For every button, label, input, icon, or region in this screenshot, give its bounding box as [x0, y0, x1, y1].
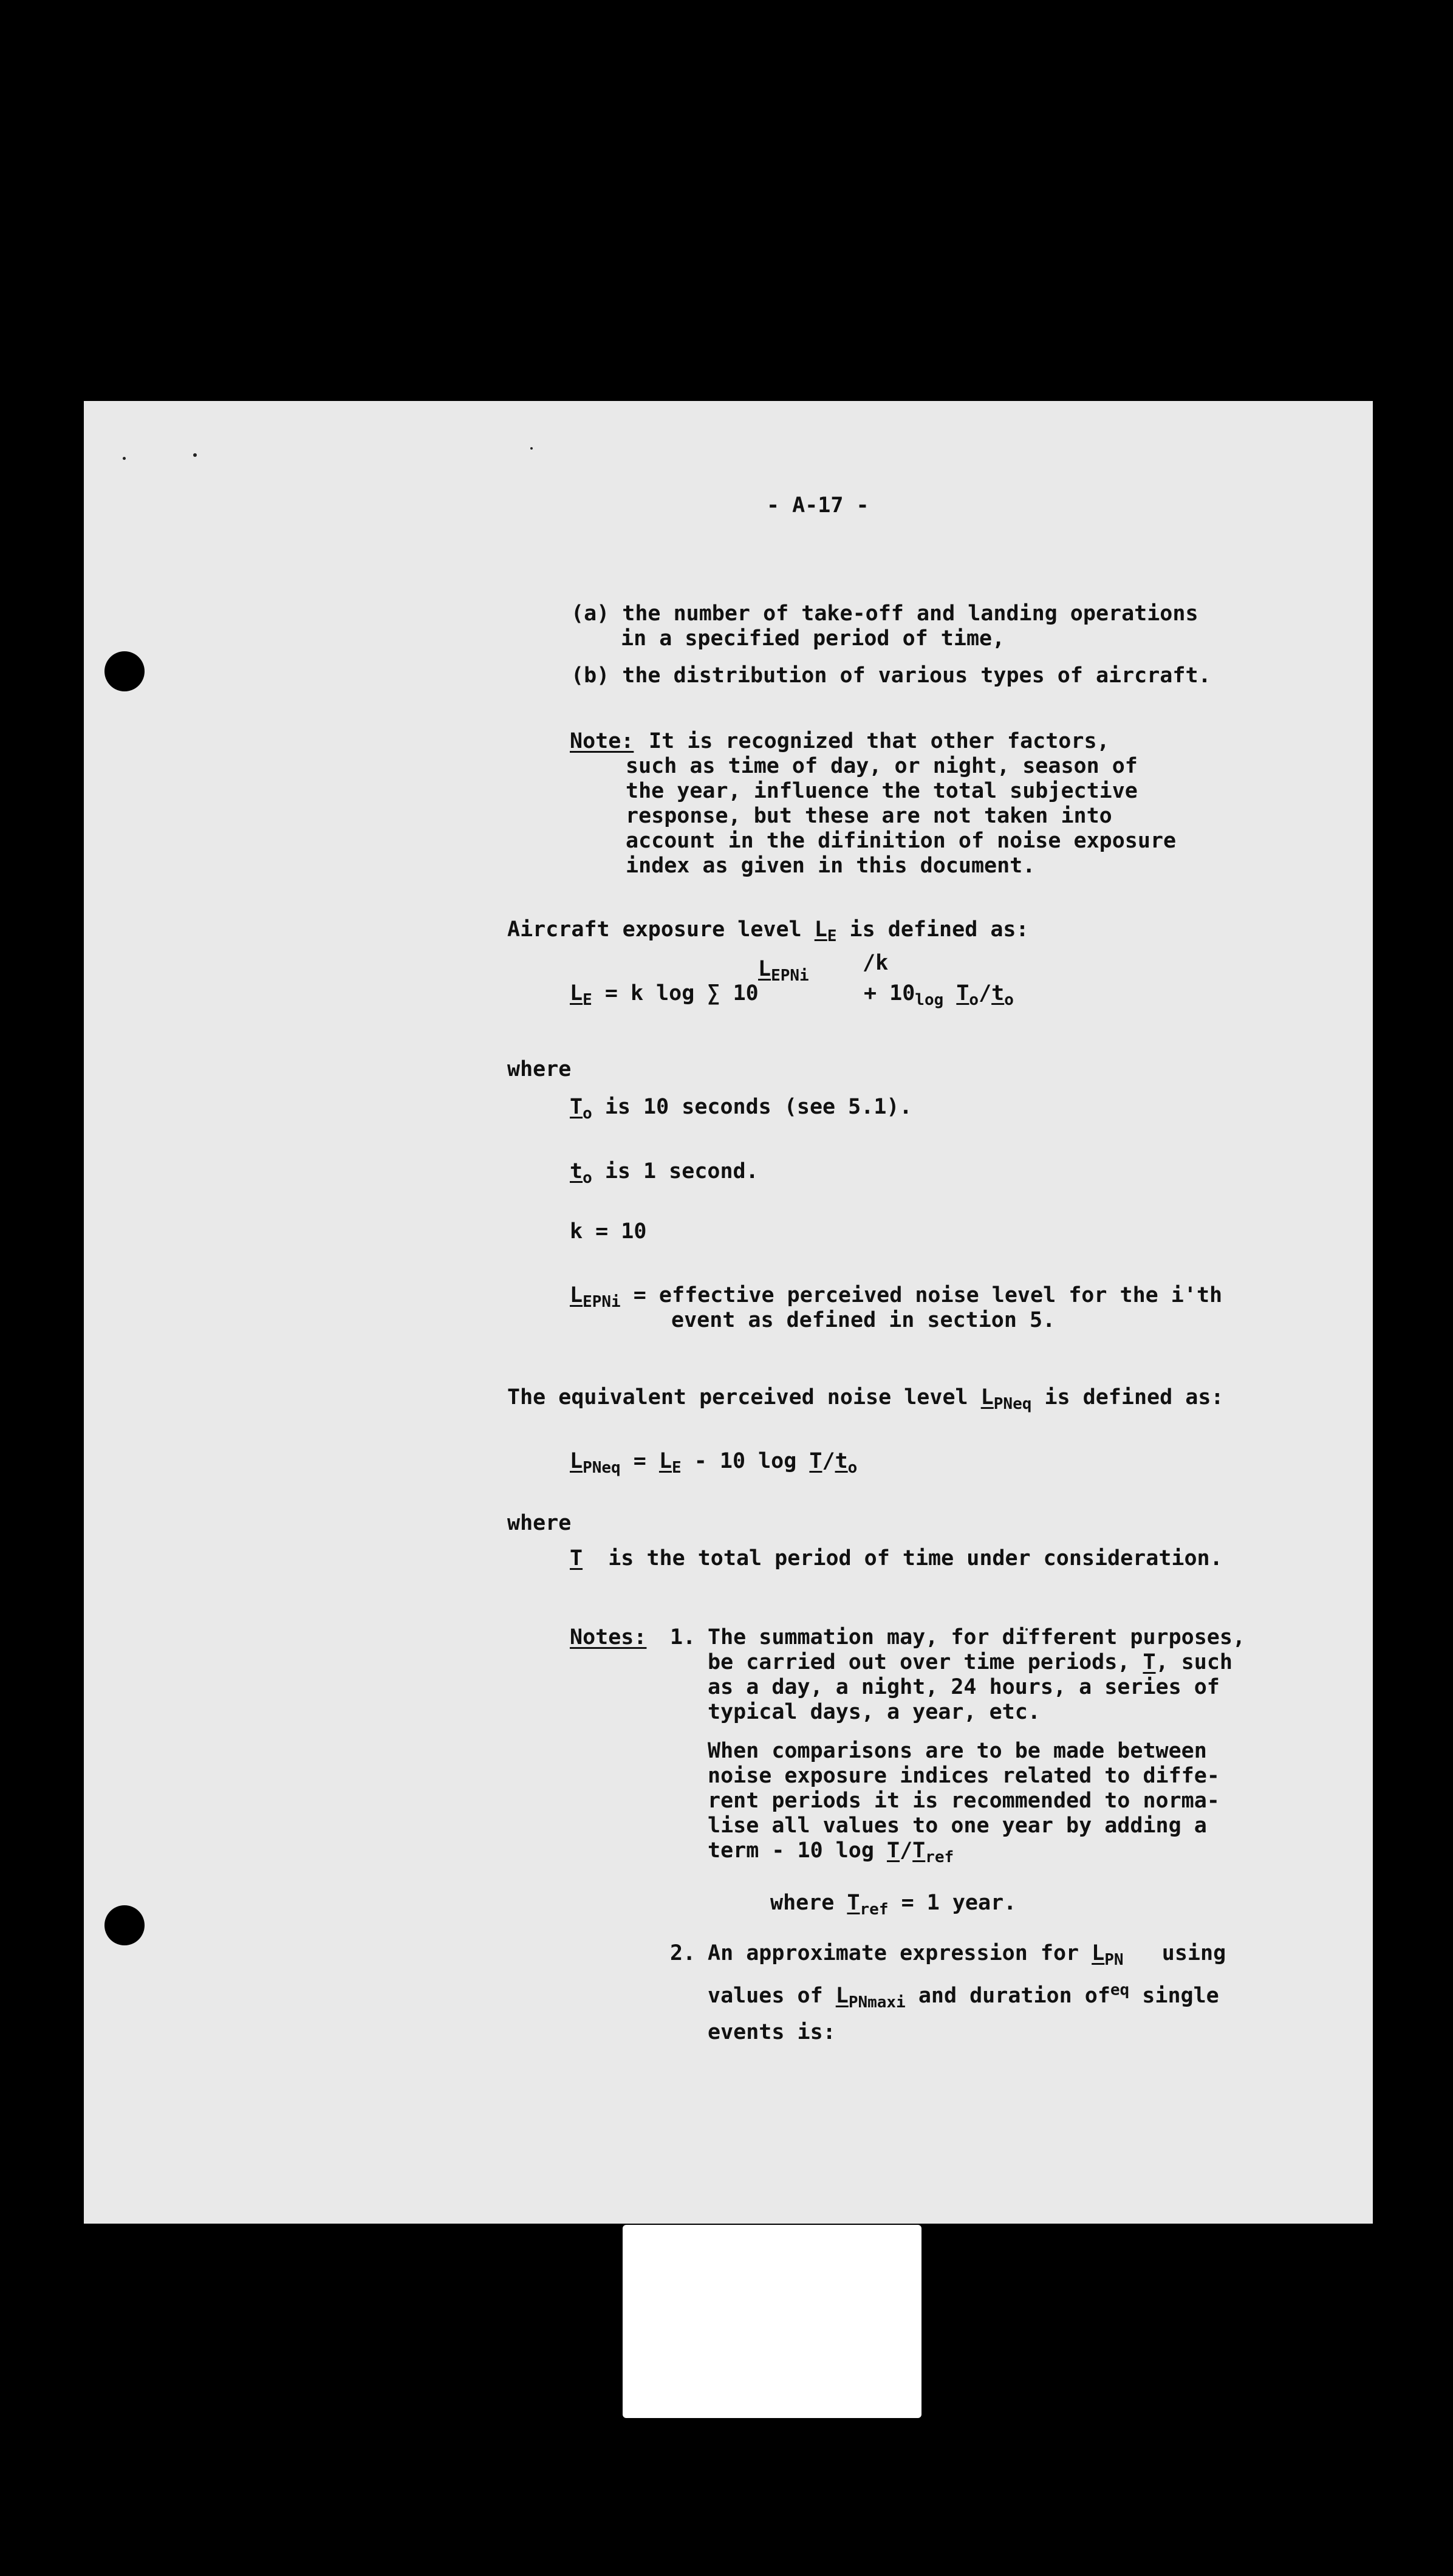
notes-label: Notes:	[570, 1625, 647, 1649]
where-label: where	[507, 1511, 572, 1535]
note-1-where: where $T_{ref} = 1$ year.	[770, 1891, 1017, 1919]
exponent-k: /k	[863, 951, 889, 975]
note-1-term: term - 10 $\log T/T_{ref}$	[708, 1838, 954, 1866]
note-1-number: 1.	[670, 1625, 696, 1649]
note-2-line2: values of $L_{PNmaxi}$ and duration $of^{eq}$ single	[708, 1981, 1219, 2012]
note-1-para2-line: rent periods it is recommended to norma-	[708, 1789, 1220, 1813]
speck	[530, 447, 533, 450]
def-t0: $t_o$ is 1 second.	[570, 1159, 759, 1187]
item-b: (b) the distribution of various types of aircraft.	[571, 663, 1211, 688]
equivalent-heading: The equivalent perceived noise level $L_{PNeq}$ is defined as:	[507, 1385, 1224, 1413]
item-a-line1: (a) the number of take-off and landing operations	[571, 601, 1198, 626]
speck	[123, 457, 126, 460]
def-T: T is the total period of time under consideration.	[570, 1546, 1223, 1571]
item-a-line2: in a specified period of time,	[621, 626, 1005, 651]
note-1-para2-line: noise exposure indices related to diffe-	[708, 1764, 1220, 1788]
formula-log-term: + $10_{log}$ $T_o/t_o$	[864, 981, 1014, 1009]
note-line: It is recognized that other factors,	[649, 729, 1110, 753]
note-line: such as time of day, or night, season of	[626, 754, 1138, 778]
where-label: where	[507, 1057, 572, 1081]
note-2-number: 2.	[670, 1941, 696, 1965]
formula-aircraft-exposure: $L_E = k$ log ∑ 10	[570, 981, 759, 1009]
note-line: index as given in this document.	[626, 854, 1036, 878]
def-T0: $T_o$ is 10 seconds (see 5.1).	[570, 1095, 912, 1123]
note-1-line: be carried out over time periods, T, such	[708, 1650, 1232, 1674]
note-1-line: The summation may, for different purposes,	[708, 1625, 1246, 1649]
note-1-line: typical days, a year, etc.	[708, 1700, 1041, 1724]
def-LEPN: $L_{EPNi}$ = effective perceived noise level for the i'th	[570, 1283, 1223, 1311]
def-k: k = 10	[570, 1219, 647, 1244]
note-1-para2-line: lise all values to one year by adding a	[708, 1814, 1207, 1838]
note-2-line1: An approximate expression for $L_{PN}$ using	[708, 1941, 1226, 1969]
exponent-term: $L_{EPNi}$	[758, 957, 809, 985]
note-line: the year, influence the total subjective	[626, 779, 1138, 803]
note-label: Note:	[570, 729, 634, 753]
note-2-line3: events is:	[708, 2020, 836, 2044]
note-line: response, but these are not taken into	[626, 804, 1112, 828]
def-LEPN-line2: event as defined in section 5.	[671, 1308, 1056, 1332]
note-1-line: as a day, a night, 24 hours, a series of	[708, 1675, 1220, 1699]
punch-hole	[104, 651, 145, 691]
note-line: account in the difinition of noise exposure	[626, 829, 1177, 853]
formula-equivalent: $L_{PNeq} = L_E - 10$ $\log T/t_o$	[570, 1449, 858, 1477]
speck	[193, 453, 197, 457]
aircraft-exposure-heading: Aircraft exposure level $L_E$ is defined as:	[507, 917, 1029, 945]
note-1-para2-line: When comparisons are to be made between	[708, 1739, 1207, 1763]
page-number: - A-17 -	[767, 493, 869, 518]
blank-card	[623, 2225, 921, 2418]
punch-hole	[104, 1905, 145, 1945]
